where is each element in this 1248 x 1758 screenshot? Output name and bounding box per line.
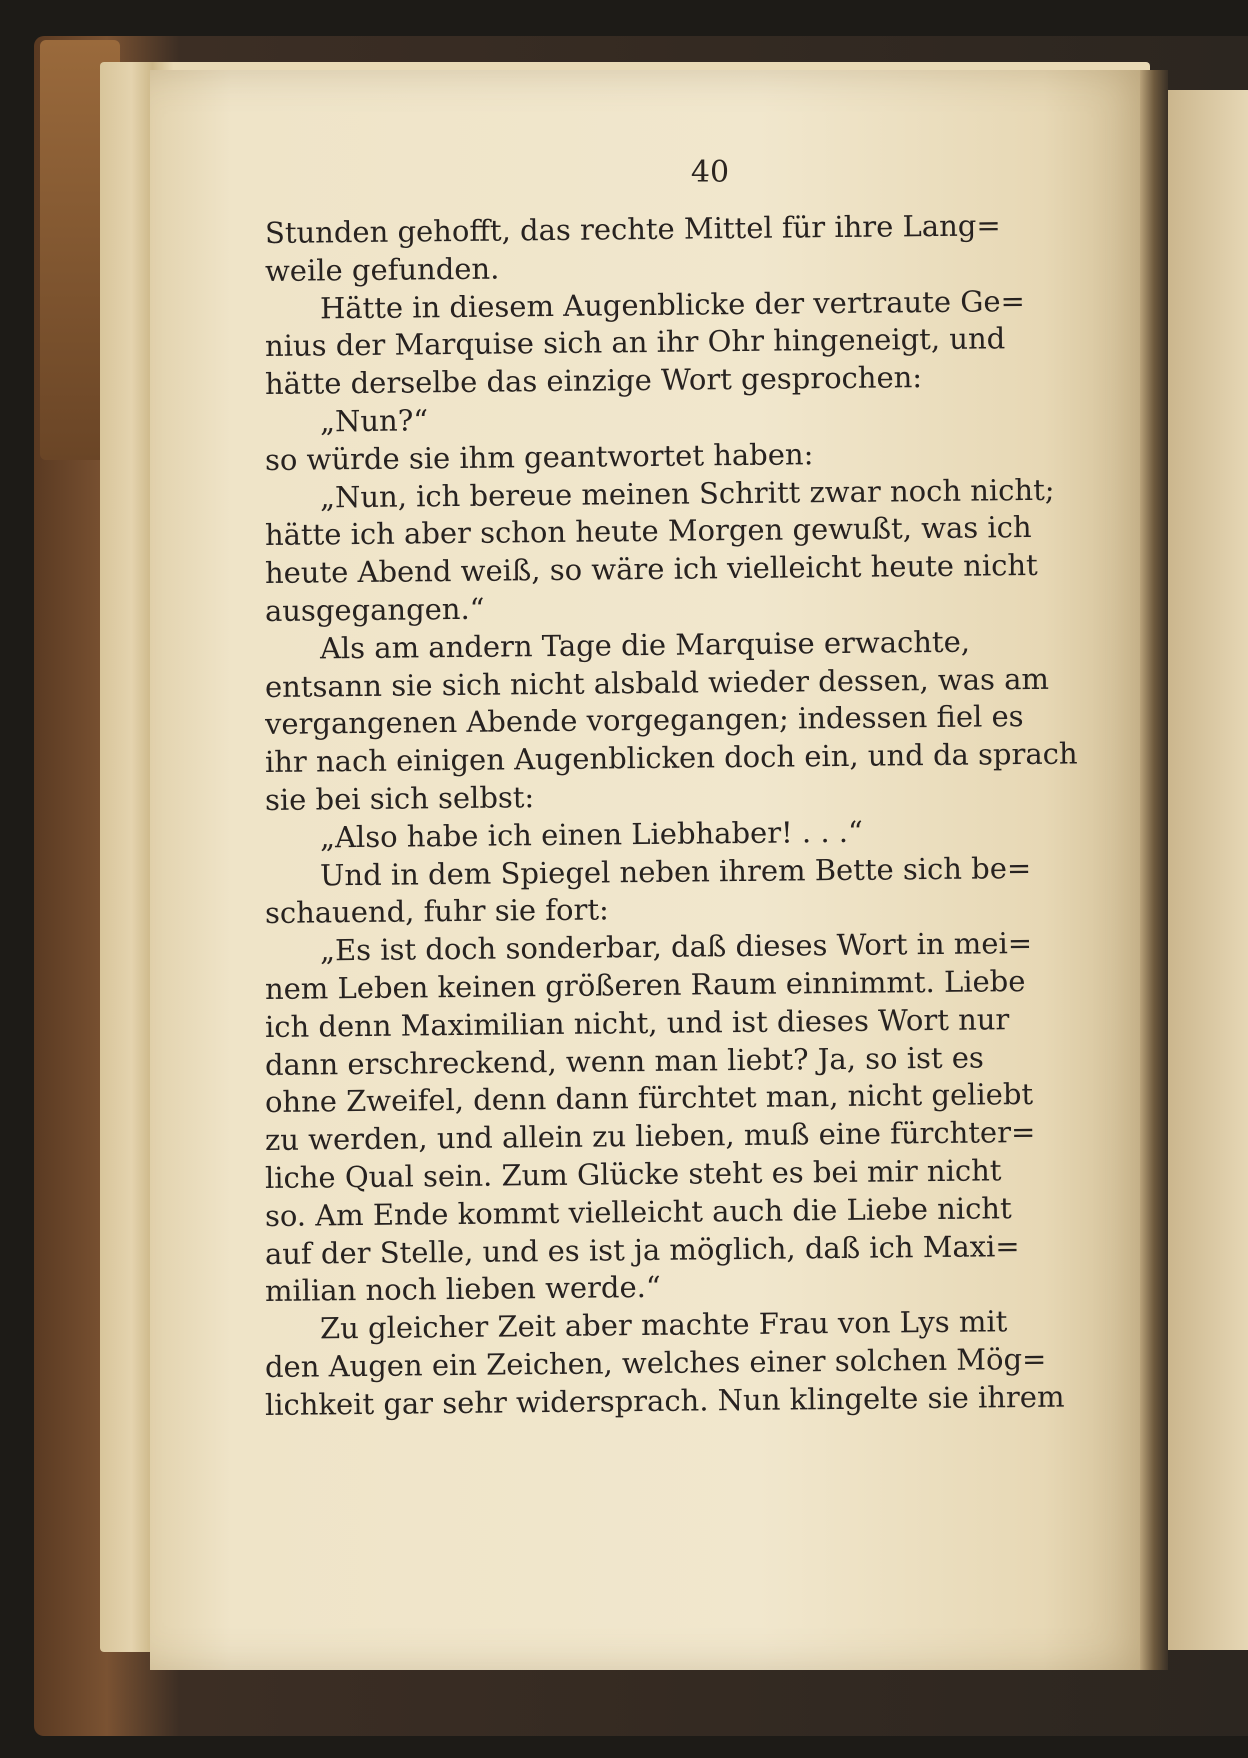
page-text: [264, 208, 1095, 1425]
text-line: so würde sie ihm geantwortet haben:: [264, 437, 814, 477]
text-line: liche Qual sein. Zum Glücke steht es bei mir nicht: [264, 1153, 1002, 1195]
page-number: 40: [690, 155, 730, 190]
text-line: Stunden gehofft, das rechte Mittel für ihre Lang=: [264, 208, 1001, 250]
text-line: Hätte in diesem Augenblicke der vertraute Ge=: [319, 283, 1026, 326]
text-line: entsann sie sich nicht alsbald wieder dessen, was am: [264, 661, 1050, 704]
text-line: nius der Marquise sich an ihr Ohr hingeneigt, und: [264, 321, 1006, 364]
text-line: „Nun?“: [319, 403, 429, 439]
text-line: ohne Zweifel, denn dann fürchtet man, nicht geliebt: [264, 1077, 1034, 1120]
text-line: milian noch lieben werde.“: [264, 1270, 661, 1309]
text-line: „Nun, ich bereue meinen Schritt zwar noch nicht;: [319, 472, 1055, 515]
text-line: Zu gleicher Zeit aber machte Frau von Lys mit: [319, 1304, 1008, 1346]
text-line: „Es ist doch sonderbar, daß dieses Wort in mei=: [319, 926, 1033, 968]
text-line: sie bei sich selbst:: [264, 780, 535, 817]
right-page-edge: [1168, 90, 1248, 1650]
text-line: hätte ich aber schon heute Morgen gewußt, was ich: [264, 510, 1032, 553]
text-line: ihr nach einigen Augenblicken doch ein, und da sprach: [264, 736, 1078, 780]
text-line: so. Am Ende kommt vielleicht auch die Liebe nicht: [264, 1190, 1012, 1233]
text-line: nem Leben keinen größeren Raum einnimmt. Liebe: [264, 963, 1026, 1006]
text-line: vergangenen Abende vorgegangen; indessen fiel es: [264, 699, 1024, 742]
text-line: ausgegangen.“: [264, 591, 485, 628]
text-line: lichkeit gar sehr widersprach. Nun klingelte sie ihrem: [264, 1379, 1065, 1422]
text-line: ich denn Maximilian nicht, und ist dieses Wort nur: [264, 1001, 1010, 1044]
text-line: schauend, fuhr sie fort:: [264, 892, 609, 931]
text-line: zu werden, und allein zu lieben, muß eine fürchter=: [264, 1115, 1036, 1158]
text-line: weile gefunden.: [264, 251, 500, 288]
text-line: dann erschreckend, wenn man liebt? Ja, so ist es: [264, 1040, 984, 1082]
text-line: Und in dem Spiegel neben ihrem Bette sich be=: [319, 850, 1032, 892]
text-line: auf der Stelle, und es ist ja möglich, daß ich Maxi=: [264, 1228, 1020, 1271]
text-line: Als am andern Tage die Marquise erwachte,: [319, 624, 971, 666]
text-line: „Also habe ich einen Liebhaber! . . .“: [319, 814, 864, 855]
text-line: heute Abend weiß, so wäre ich vielleicht heute nicht: [264, 548, 1038, 591]
book-gutter: [1140, 70, 1168, 1670]
text-line: den Augen ein Zeichen, welches einer solchen Mög=: [264, 1341, 1047, 1384]
text-line: hätte derselbe das einzige Wort gesprochen:: [264, 360, 923, 402]
